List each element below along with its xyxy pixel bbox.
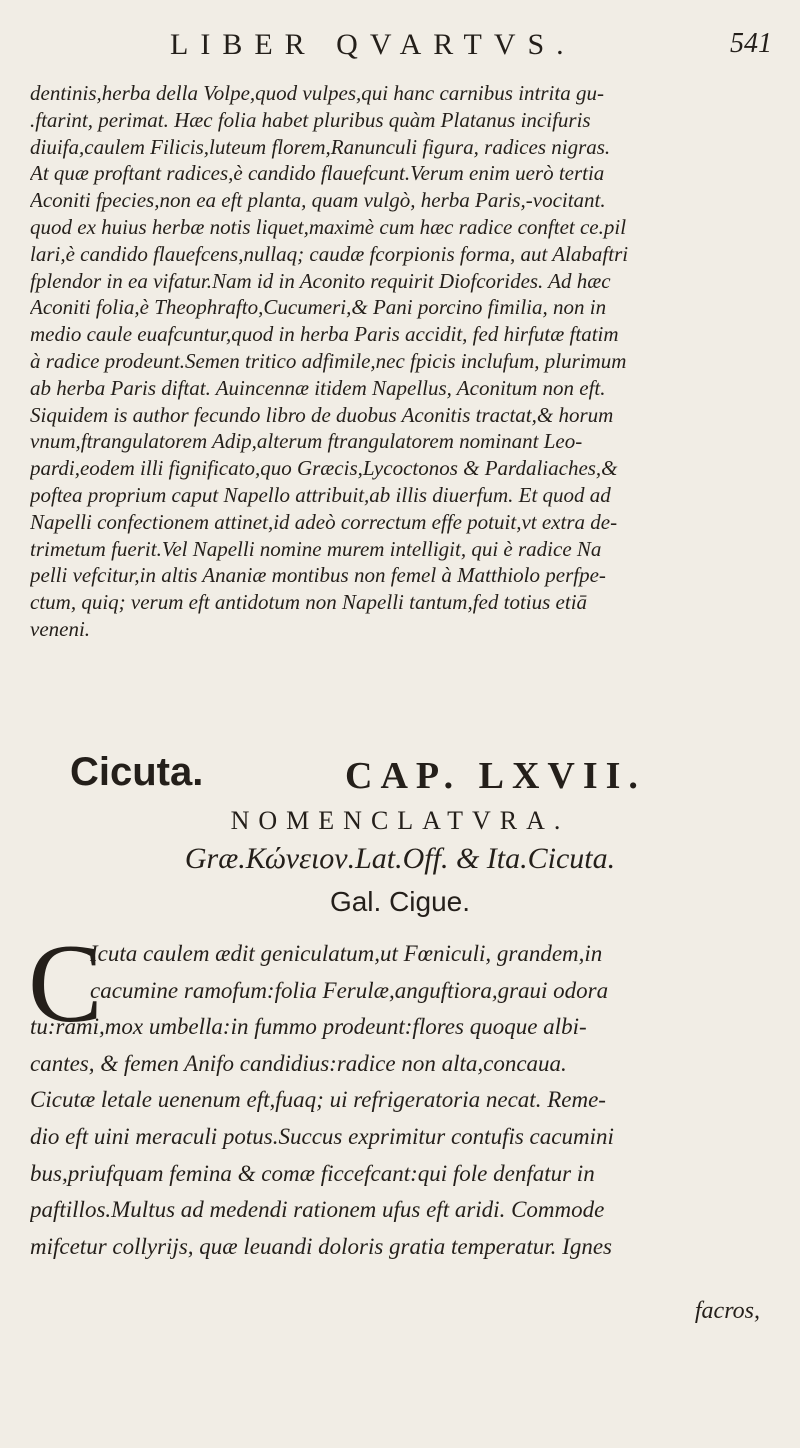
text-line: à radice prodeunt.Semen tritico adfimile,nec fpicis inclufum, plurimum <box>30 348 627 373</box>
text-line: At quæ proftant radices,è candido flauefcunt.Verum enim uerò tertia <box>30 161 605 186</box>
text-line: Aconiti fpecies,non ea eft planta, quam vulgò, herba Paris,-vocitant. <box>30 188 606 213</box>
text-line: ctum, quiq; verum eft antidotum non Napelli tantum,fed totius etiā <box>30 590 588 615</box>
text-line: ab herba Paris diftat. Auincennæ itidem Napellus, Aconitum non eft. <box>30 375 606 400</box>
text-line: dio eft uini meraculi potus.Succus exprimitur contufis cacumini <box>30 1123 614 1149</box>
text-line: Aconiti folia,è Theophrafto,Cucumeri,& Pani porcino fimilia, non in <box>30 295 607 320</box>
text-line: lari,è candido flauefcens,nullaq; caudæ fcorpionis forma, aut Alabaftri <box>30 241 629 266</box>
text-line: bus,priufquam femina & comæ ficcefcant:qui fole denfatur in <box>30 1160 595 1186</box>
text-line: diuifa,caulem Filicis,luteum florem,Ranunculi figura, radices nigras. <box>30 134 611 159</box>
text-line: Siquidem is author fecundo libro de duobus Aconitis tractat,& horum <box>30 402 614 427</box>
nomenclature-greek-latin: Græ.Κώνειον.Lat.Off. & Ita.Cicuta. <box>184 842 616 875</box>
text-line: .ftarint, perimat. Hæc folia habet pluribus quàm Platanus incifuris <box>30 107 591 132</box>
text-line: fplendor in ea vifatur.Nam id in Aconito requirit Diofcorides. Ad hæc <box>30 268 611 293</box>
catchword: facros, <box>694 1298 760 1324</box>
text-line: medio caule euafcuntur,quod in herba Paris accidit, fed hirfutæ ftatim <box>30 322 619 347</box>
drop-capital: C <box>28 922 103 1046</box>
text-line: cacumine ramofum:folia Ferulæ,anguftiora,graui odora <box>90 977 609 1003</box>
paragraph-cicuta <box>30 936 765 1265</box>
text-line: pelli vefcitur,in altis Ananiæ montibus non femel à Matthiolo perfpe- <box>30 563 606 588</box>
running-head-title: LIBER QVARTVS. <box>170 28 576 61</box>
paragraph-aconitum <box>30 80 765 643</box>
text-line: poftea proprium caput Napello attribuit,ab illis diuerfum. Et quod ad <box>30 482 611 507</box>
chapter-heading <box>40 750 760 800</box>
chapter-number: CAP. LXVII. <box>345 755 646 797</box>
nomenclatura-heading: NOMENCLATVRA. <box>230 806 570 835</box>
page-number: 541 <box>730 28 772 59</box>
chapter-title: Cicuta. <box>70 750 204 794</box>
running-head <box>60 28 772 68</box>
text-line: vnum,ftrangulatorem Adip,alterum ftrangulatorem nominant Leo- <box>30 429 583 454</box>
text-line: pardi,eodem illi fignificato,quo Græcis,Lycoctonos & Pardaliaches,& <box>30 456 618 481</box>
text-line: paftillos.Multus ad medendi rationem ufus eft aridi. Commode <box>30 1197 605 1223</box>
text-line: Cicutæ letale uenenum eft,fuaq; ui refrigeratoria necat. Reme- <box>30 1087 606 1113</box>
text-line: cantes, & femen Anifo candidius:radice non alta,concaua. <box>30 1050 567 1076</box>
text-line: Napelli confectionem attinet,id adeò correctum effe potuit,vt extra de- <box>30 509 618 534</box>
text-line: trimetum fuerit.Vel Napelli nomine murem intelligit, qui è radice Na <box>30 536 602 561</box>
nomenclature-gallic: Gal. Cigue. <box>329 886 471 917</box>
text-line: Icuta caulem ædit geniculatum,ut Fœniculi, grandem,in <box>90 941 603 966</box>
text-line: quod ex huius herbæ notis liquet,maximè cum hæc radice conftet ce.pil <box>30 214 627 239</box>
text-line: veneni. <box>30 616 91 641</box>
text-line: tu:rami,mox umbella:in fummo prodeunt:flores quoque albi- <box>30 1014 587 1040</box>
text-line: dentinis,herba della Volpe,quod vulpes,qui hanc carnibus intrita gu- <box>30 81 604 105</box>
text-line: mifcetur collyrijs, quæ leuandi doloris gratia temperatur. Ignes <box>30 1233 612 1259</box>
